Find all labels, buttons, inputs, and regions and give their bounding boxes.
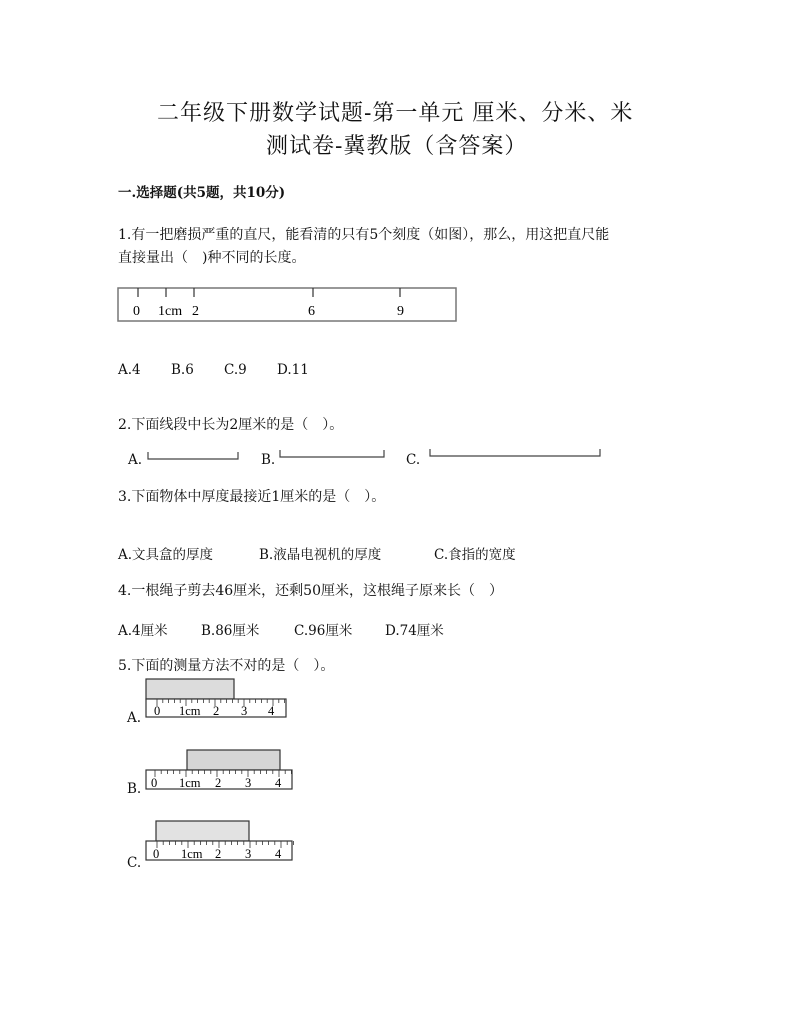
svg-text:2: 2 <box>215 847 222 861</box>
q4-option-c[interactable]: C.96厘米 <box>294 623 353 639</box>
section-heading: 一.选择题(共5题，共10分) <box>118 185 286 201</box>
svg-text:2: 2 <box>213 704 220 718</box>
q5-object-b <box>187 750 280 770</box>
q1-option-b[interactable]: B.6 <box>171 362 194 378</box>
q4-option-d[interactable]: D.74厘米 <box>385 623 444 639</box>
q1-ruler-label-1cm: 1cm <box>158 304 183 319</box>
svg-text:3: 3 <box>245 847 252 861</box>
svg-text:2: 2 <box>215 776 222 790</box>
q1-worn-ruler <box>115 285 461 325</box>
q5-option-a[interactable]: A. <box>127 710 142 726</box>
q5-figure-c <box>143 819 295 863</box>
svg-text:0: 0 <box>153 847 160 861</box>
svg-text:1cm: 1cm <box>181 847 203 861</box>
svg-text:0: 0 <box>151 776 158 790</box>
q2-option-c[interactable]: C. <box>406 452 421 468</box>
q2-segment-a <box>146 450 242 462</box>
q3-option-c[interactable]: C.食指的宽度 <box>434 547 516 563</box>
doc-title-line2: 测试卷-冀教版（含答案） <box>266 134 528 159</box>
q3-text: 3.下面物体中厚度最接近1厘米的是（ ）。 <box>118 489 386 505</box>
q4-text: 4.一根绳子剪去46厘米，还剩50厘米，这根绳子原来长（ ） <box>118 583 503 599</box>
svg-text:3: 3 <box>245 776 252 790</box>
q1-option-c[interactable]: C.9 <box>224 362 247 378</box>
q5-object-c <box>156 821 249 841</box>
q2-option-a[interactable]: A. <box>128 452 143 468</box>
q5-text: 5.下面的测量方法不对的是（ ）。 <box>118 658 335 674</box>
q2-text: 2.下面线段中长为2厘米的是（ ）。 <box>118 417 344 433</box>
svg-text:1cm: 1cm <box>179 704 201 718</box>
q3-option-b[interactable]: B.液晶电视机的厚度 <box>259 547 382 563</box>
svg-text:4: 4 <box>275 776 282 790</box>
q1-ruler-label-9: 9 <box>397 304 404 319</box>
q1-option-a[interactable]: A.4 <box>118 362 141 378</box>
q5-option-b[interactable]: B. <box>127 781 142 797</box>
q5-figure-a <box>143 677 291 719</box>
q1-text-line2: 直接量出（ )种不同的长度。 <box>118 250 306 266</box>
q3-option-a[interactable]: A.文具盒的厚度 <box>118 547 214 563</box>
q2-segment-b <box>278 448 390 460</box>
svg-text:4: 4 <box>268 704 275 718</box>
q1-text-line1: 1.有一把磨损严重的直尺，能看清的只有5个刻度（如图），那么，用这把直尺能 <box>118 227 610 243</box>
q1-ruler-label-2: 2 <box>192 304 199 319</box>
q4-option-a[interactable]: A.4厘米 <box>118 623 168 639</box>
q5-figure-b <box>143 748 295 792</box>
q2-option-b[interactable]: B. <box>261 452 276 468</box>
svg-text:0: 0 <box>154 704 161 718</box>
q5-option-c[interactable]: C. <box>127 855 142 871</box>
q5-object-a <box>146 679 234 699</box>
svg-text:3: 3 <box>241 704 248 718</box>
q2-segment-c <box>428 447 604 459</box>
q1-ruler-label-6: 6 <box>308 304 315 319</box>
svg-text:1cm: 1cm <box>179 776 201 790</box>
q1-option-d[interactable]: D.11 <box>277 362 309 378</box>
q4-option-b[interactable]: B.86厘米 <box>201 623 260 639</box>
doc-title-line1: 二年级下册数学试题-第一单元 厘米、分米、米 <box>157 101 634 126</box>
q1-ruler-label-0: 0 <box>133 304 140 319</box>
svg-text:4: 4 <box>275 847 282 861</box>
